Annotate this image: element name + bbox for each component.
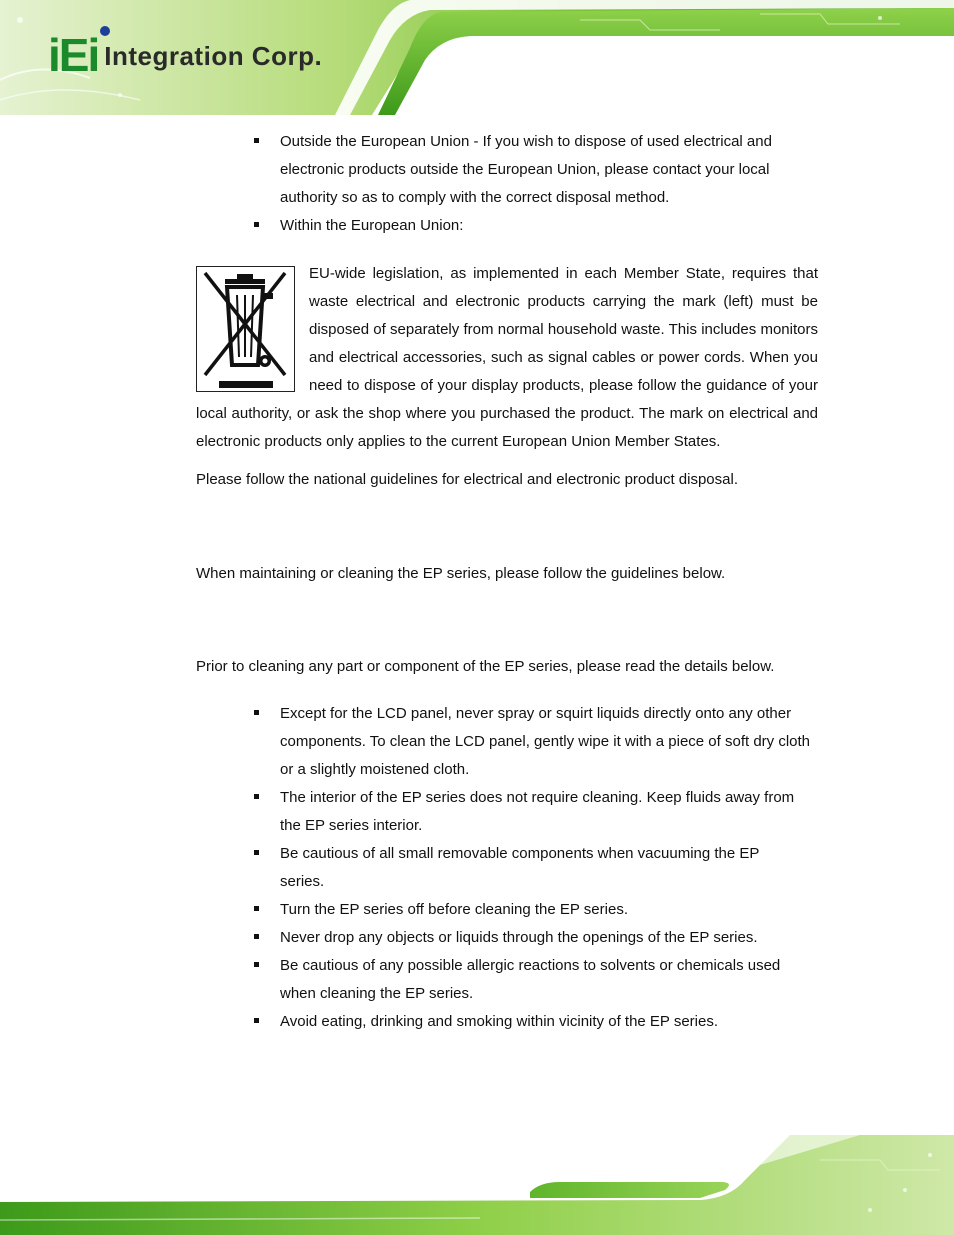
cleaning-intro-text: Prior to cleaning any part or component of the EP series, please read the details below.	[196, 658, 775, 675]
logo-mark: iEi	[48, 29, 99, 81]
list-item	[196, 1008, 818, 1036]
bullet-icon	[254, 1018, 259, 1023]
list-item	[196, 212, 818, 240]
list-item-text: Be cautious of all small removable components when vacuuming the EP series.	[280, 845, 760, 890]
list-item-text: Avoid eating, drinking and smoking within vicinity of the EP series.	[280, 1013, 719, 1030]
crossed-out-wheelie-bin-icon	[197, 267, 294, 391]
page-header	[0, 0, 954, 115]
list-item	[196, 896, 818, 924]
bullet-icon	[254, 222, 259, 227]
document-body	[196, 128, 818, 1036]
maintenance-intro-text: When maintaining or cleaning the EP series, please follow the guidelines below.	[196, 565, 726, 582]
company-logo	[48, 28, 323, 81]
page-footer	[0, 1130, 954, 1235]
list-item-text: Within the European Union:	[280, 217, 464, 234]
list-item	[196, 128, 818, 212]
list-item	[196, 840, 818, 896]
eu-legislation-text: EU-wide legislation, as implemented in each Member State, requires that waste electrical and electronic products carrying the mark (left) must be disposed of separately from normal household waste. This includes monitors and electrical accessories, such as signal cables or power cords. When you need to dispose of your display products, please follow the guidance of your local authority, or ask the shop where you purchased the product. The mark on electrical and electronic products only applies to the current European Union Member States.	[196, 265, 818, 450]
list-item-text: Outside the European Union - If you wish to dispose of used electrical and electronic products outside the European Union, please contact your local authority so as to comply with the correct disposal method.	[280, 133, 772, 206]
bullet-icon	[254, 138, 259, 143]
bullet-icon	[254, 794, 259, 799]
logo-dot	[100, 26, 110, 36]
list-item-text: The interior of the EP series does not require cleaning. Keep fluids away from the EP series interior.	[280, 789, 795, 834]
bullet-icon	[254, 850, 259, 855]
list-item-text: Be cautious of any possible allergic reactions to solvents or chemicals used when cleaning the EP series.	[280, 957, 781, 1002]
list-item-text: Never drop any objects or liquids through the openings of the EP series.	[280, 929, 758, 946]
weee-symbol	[196, 266, 295, 392]
bullet-icon	[254, 710, 259, 715]
bullet-icon	[254, 962, 259, 967]
bullet-icon	[254, 934, 259, 939]
list-item	[196, 784, 818, 840]
eu-legislation-block	[196, 260, 818, 456]
list-item-text: Except for the LCD panel, never spray or squirt liquids directly onto any other components. To clean the LCD panel, gently wipe it with a piece of soft dry cloth or a slightly moistened cloth.	[280, 705, 811, 778]
logo-wordmark: Integration Corp.	[104, 41, 323, 71]
cleaning-guidelines-list	[196, 700, 818, 1036]
national-guidelines-text: Please follow the national guidelines for electrical and electronic product disposal.	[196, 471, 738, 488]
disposal-list	[196, 128, 818, 240]
footer-banner	[0, 1130, 954, 1235]
list-item	[196, 952, 818, 1008]
list-item	[196, 700, 818, 784]
list-item	[196, 924, 818, 952]
list-item-text: Turn the EP series off before cleaning the EP series.	[280, 901, 628, 918]
bullet-icon	[254, 906, 259, 911]
